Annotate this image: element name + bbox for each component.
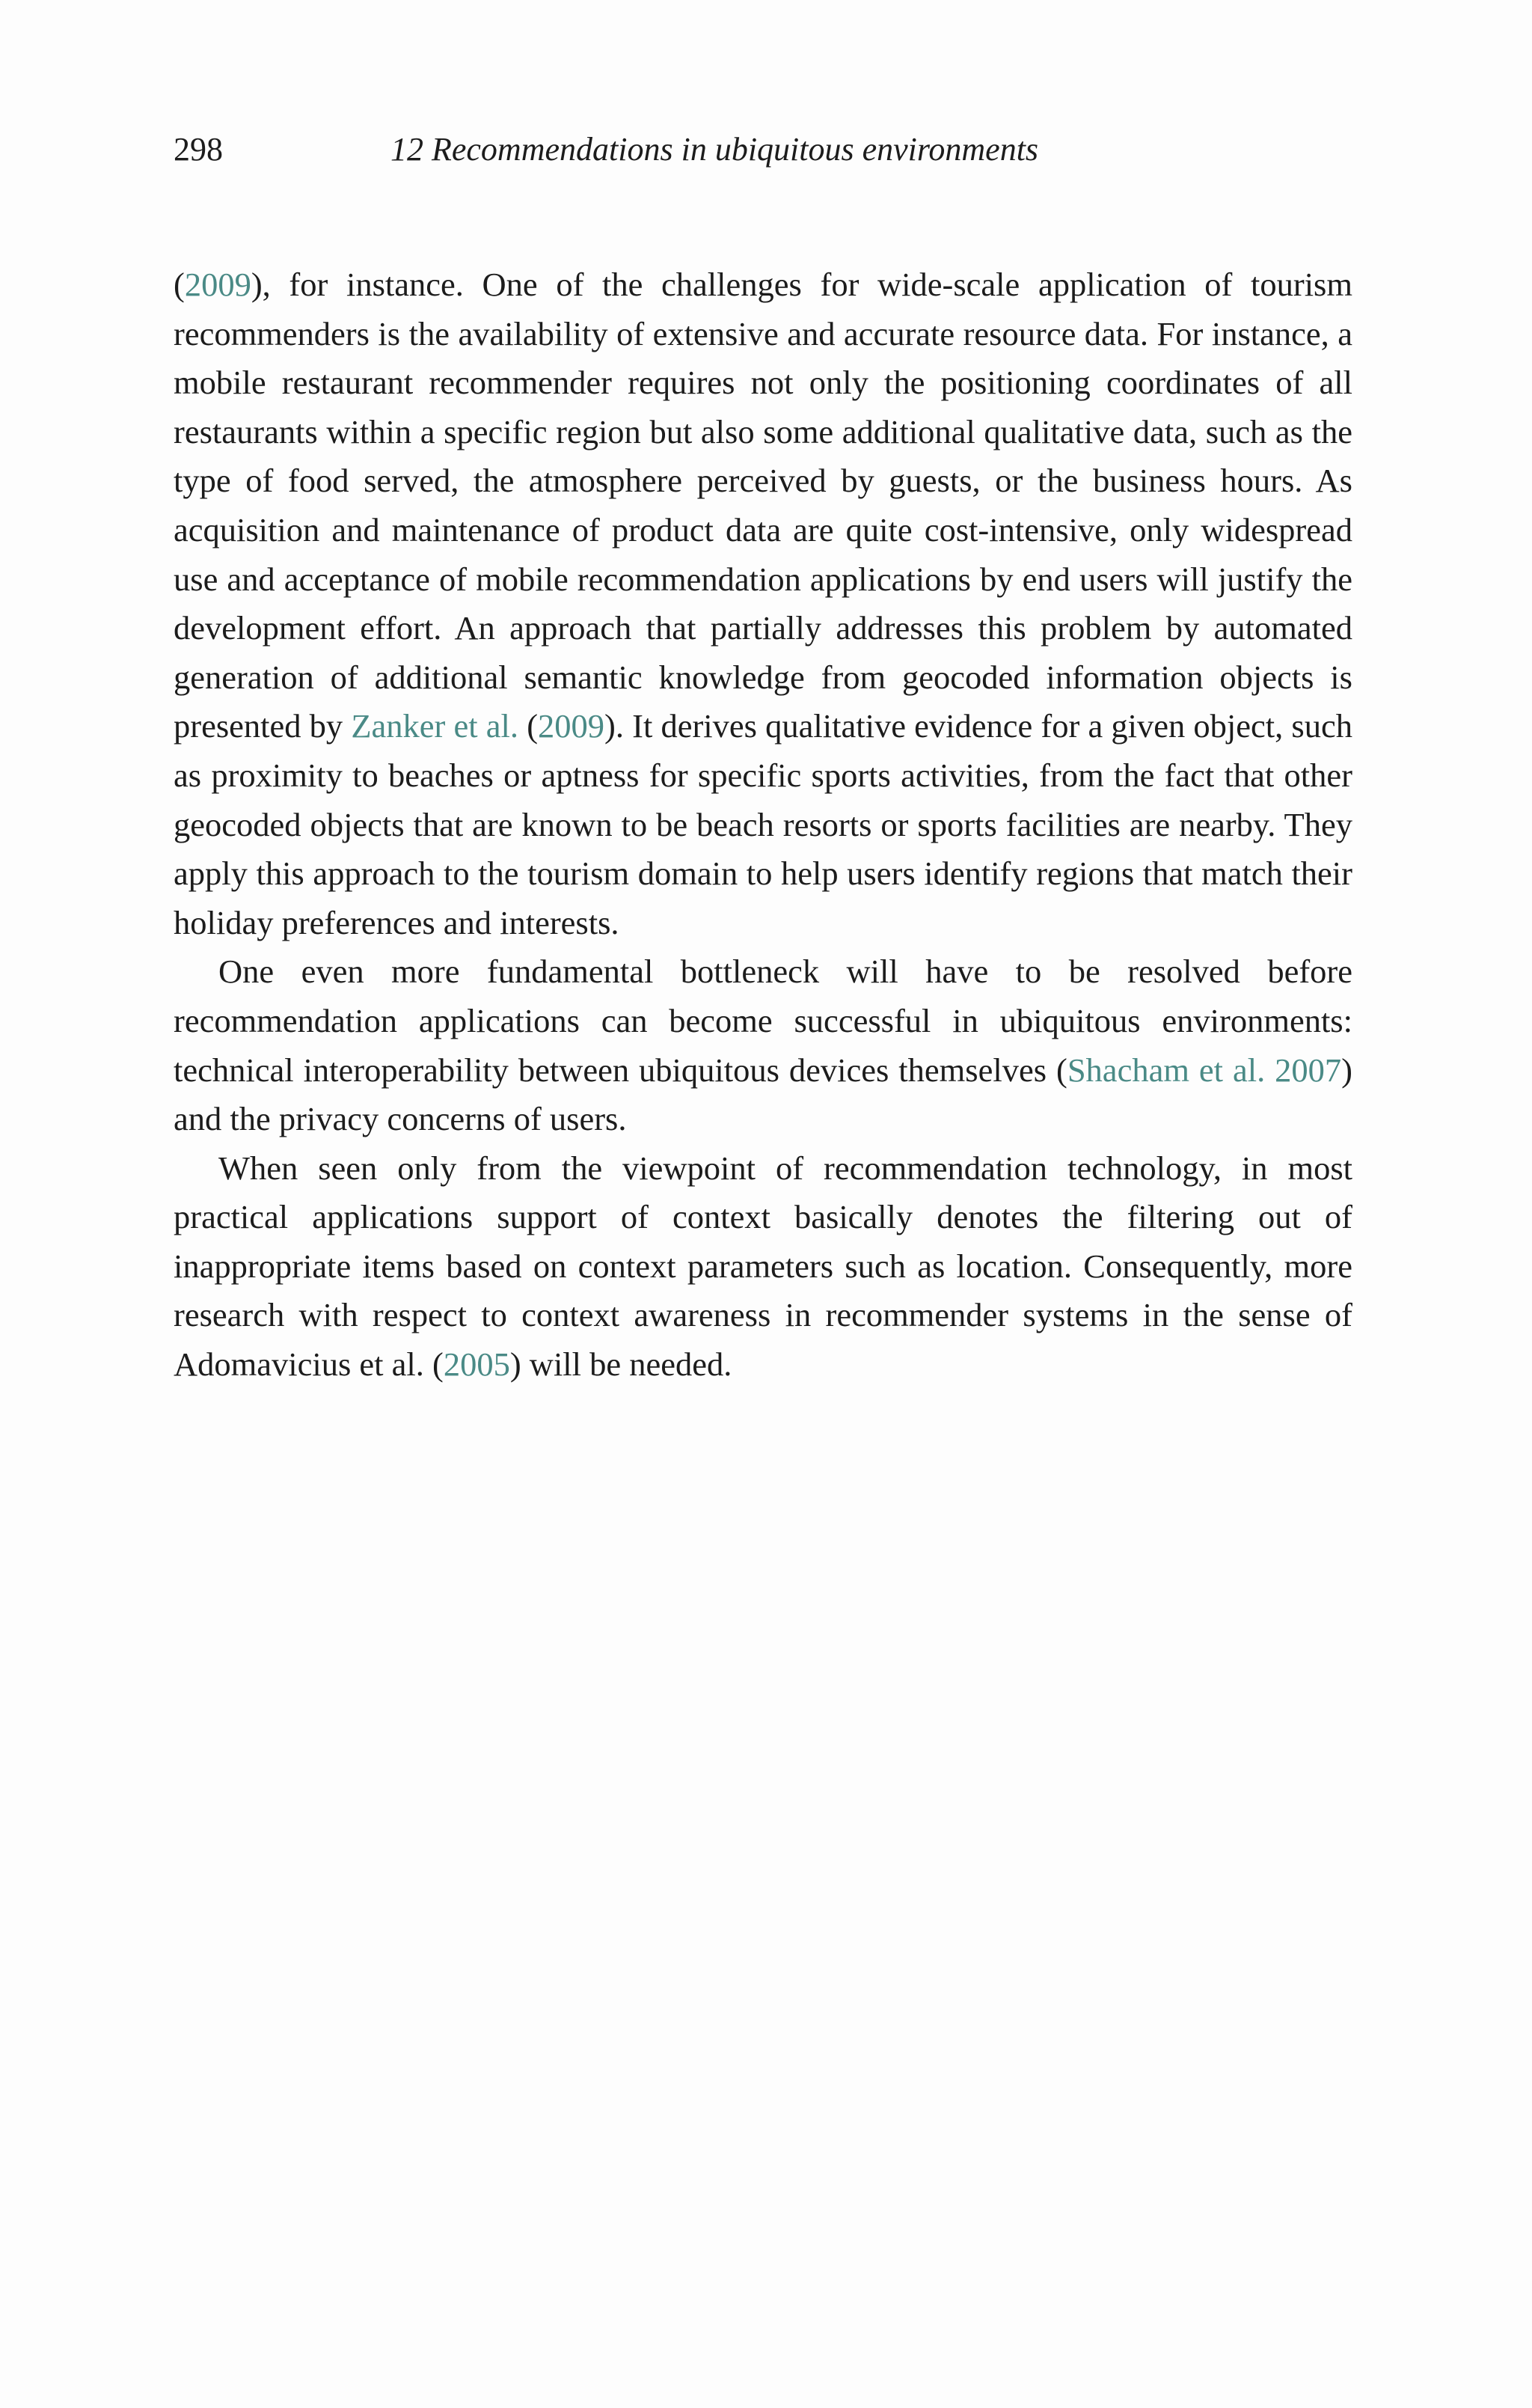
body-text bbox=[174, 260, 1352, 1390]
text-segment: ( bbox=[518, 707, 539, 745]
citation-link[interactable]: Shacham et al. 2007 bbox=[1067, 1051, 1342, 1089]
text-segment: ). It derives qualitative evidence for a given object, such as proximity to beaches or aptness for specific sports activities, from the fact that other geocoded objects that are known to be beach resorts or sports facilities are nearby. They apply this approach to the tourism domain to help users identify regions that match their holiday preferences and interests. bbox=[174, 707, 1352, 941]
paragraph-1 bbox=[174, 260, 1352, 947]
citation-link[interactable]: Zanker et al. bbox=[351, 707, 519, 745]
text-segment: One even more fundamental bottleneck will have to be resolved before recommendation applications can become successful in ubiquitous environments: technical interoperability between ubiquitous devices themselves ( bbox=[174, 953, 1352, 1089]
text-segment: When seen only from the viewpoint of recommendation technology, in most practical applications support of context basically denotes the filtering out of inappropriate items based on context parameters such as location. Consequently, more research with respect to context awareness in recommender systems in the sense of Adomavicius et al. ( bbox=[174, 1149, 1352, 1384]
paragraph-2 bbox=[174, 947, 1352, 1143]
citation-link[interactable]: 2009 bbox=[538, 707, 605, 745]
citation-link[interactable]: 2005 bbox=[443, 1345, 510, 1384]
running-title: 12 Recommendations in ubiquitous environments bbox=[390, 131, 1039, 168]
paragraph-3 bbox=[174, 1144, 1352, 1390]
text-segment: ( bbox=[174, 266, 185, 303]
page-header bbox=[174, 127, 1355, 172]
text-segment: ), for instance. One of the challenges for wide-scale application of tourism recommenders is the availability of extensive and accurate resource data. For instance, a mobile restaurant recommender requires not only the positioning coordinates of all restaurants within a specific region but also some additional qualitative data, such as the type of food served, the atmosphere perceived by guests, or the business hours. As acquisition and maintenance of product data are quite cost-intensive, only widespread use and acceptance of mobile recommendation applications by end users will justify the development effort. An approach that partially addresses this problem by automated generation of additional semantic knowledge from geocoded information objects is presented by bbox=[174, 266, 1352, 745]
text-segment: ) and the privacy concerns of users. bbox=[174, 1051, 1352, 1138]
citation-link[interactable]: 2009 bbox=[184, 266, 251, 303]
page-number: 298 bbox=[174, 131, 223, 168]
text-segment: ) will be needed. bbox=[509, 1345, 732, 1384]
